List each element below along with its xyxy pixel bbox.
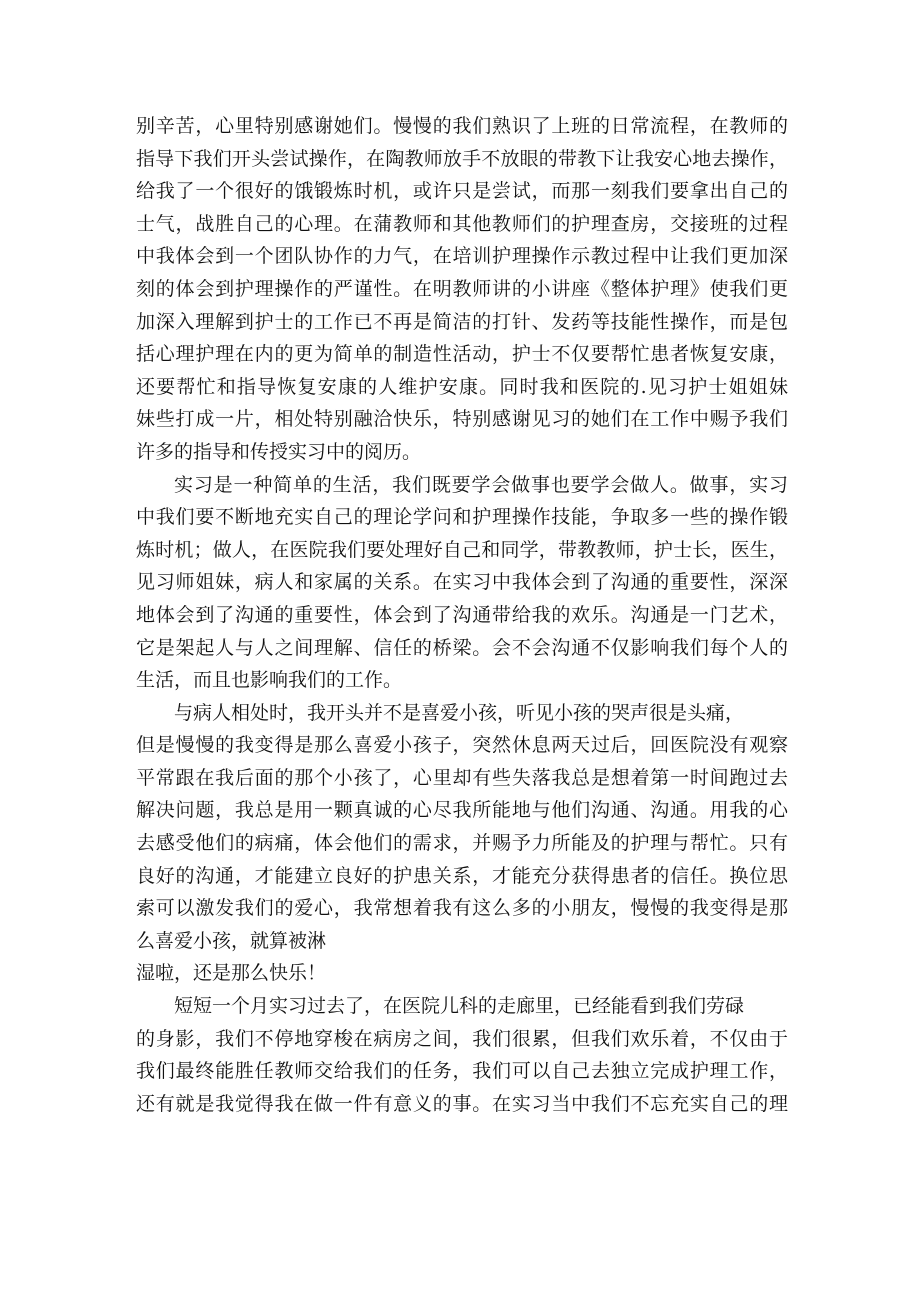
paragraph-line: 解决问题，我总是用一颗真诚的心尽我所能地与他们沟通、沟通。用我的心 xyxy=(136,799,788,822)
paragraph-line: 的身影，我们不停地穿梭在病房之间，我们很累，但我们欢乐着，不仅由于 xyxy=(136,1027,788,1050)
paragraph-line: 士气，战胜自己的心理。在蒲教师和其他教师们的护理查房，交接班的过程 xyxy=(136,212,788,235)
paragraph-line: 平常跟在我后面的那个小孩了，心里却有些失落我总是想着第一时间跑过去 xyxy=(136,766,788,789)
paragraph-line: 去感受他们的病痛，体会他们的需求，并赐予力所能及的护理与帮忙。只有 xyxy=(136,832,788,855)
paragraph-line: 但是慢慢的我变得是那么喜爱小孩子，突然休息两天过后，回医院没有观察 xyxy=(136,734,788,757)
paragraph-line: 括心理护理在内的更为简单的制造性活动，护士不仅要帮忙患者恢复安康， xyxy=(136,343,788,366)
paragraph-line: 中我体会到一个团队协作的力气，在培训护理操作示教过程中让我们更加深 xyxy=(136,245,788,268)
paragraph-line: 生活，而且也影响我们的工作。 xyxy=(136,669,403,692)
paragraph-line: 地体会到了沟通的重要性，体会到了沟通带给我的欢乐。沟通是一门艺术， xyxy=(136,603,788,626)
paragraph-line: 指导下我们开头尝试操作，在陶教师放手不放眼的带教下让我安心地去操作， xyxy=(136,147,788,170)
paragraph-line: 短短一个月实习过去了，在医院儿科的走廊里，已经能看到我们劳碌 xyxy=(174,995,745,1018)
paragraph-line: 见习师姐妹，病人和家属的关系。在实习中我体会到了沟通的重要性，深深 xyxy=(136,571,788,594)
paragraph-line: 索可以激发我们的爱心，我常想着我有这么多的小朋友，慢慢的我变得是那 xyxy=(136,897,788,920)
paragraph-line: 我们最终能胜任教师交给我们的任务，我们可以自己去独立完成护理工作， xyxy=(136,1060,788,1083)
document-body xyxy=(136,110,788,1120)
paragraph-line: 炼时机；做人，在医院我们要处理好自己和同学，带教教师，护士长，医生， xyxy=(136,538,788,561)
paragraph-line: 刻的体会到护理操作的严谨性。在明教师讲的小讲座《整体护理》使我们更 xyxy=(136,277,788,300)
paragraph-line: 给我了一个很好的饿锻炼时机，或许只是尝试，而那一刻我们要拿出自己的 xyxy=(136,180,788,203)
paragraph-line: 湿啦，还是那么快乐！ xyxy=(136,962,327,985)
paragraph-line: 还要帮忙和指导恢复安康的人维护安康。同时我和医院的.见习护士姐姐妹 xyxy=(136,375,788,398)
paragraph-line: 么喜爱小孩，就算被淋 xyxy=(136,929,327,952)
paragraph-line: 还有就是我觉得我在做一件有意义的事。在实习当中我们不忘充实自己的理 xyxy=(136,1092,788,1115)
paragraph-line: 许多的指导和传授实习中的阅历。 xyxy=(136,440,422,463)
paragraph-line: 实习是一种简单的生活，我们既要学会做事也要学会做人。做事，实习 xyxy=(174,473,788,496)
paragraph-line: 它是架起人与人之间理解、信任的桥梁。会不会沟通不仅影响我们每个人的 xyxy=(136,636,788,659)
paragraph-line: 中我们要不断地充实自己的理论学问和护理操作技能，争取多一些的操作锻 xyxy=(136,506,788,529)
paragraph-line: 与病人相处时，我开头并不是喜爱小孩，听见小孩的哭声很是头痛， xyxy=(174,701,745,724)
paragraph-line: 良好的沟通，才能建立良好的护患关系，才能充分获得患者的信任。换位思 xyxy=(136,864,788,887)
paragraph-line: 妹些打成一片，相处特别融洽快乐，特别感谢见习的她们在工作中赐予我们 xyxy=(136,408,788,431)
paragraph-line: 别辛苦，心里特别感谢她们。慢慢的我们熟识了上班的日常流程，在教师的 xyxy=(136,115,788,137)
paragraph-line: 加深入理解到护士的工作已不再是简洁的打针、发药等技能性操作，而是包 xyxy=(136,310,788,333)
